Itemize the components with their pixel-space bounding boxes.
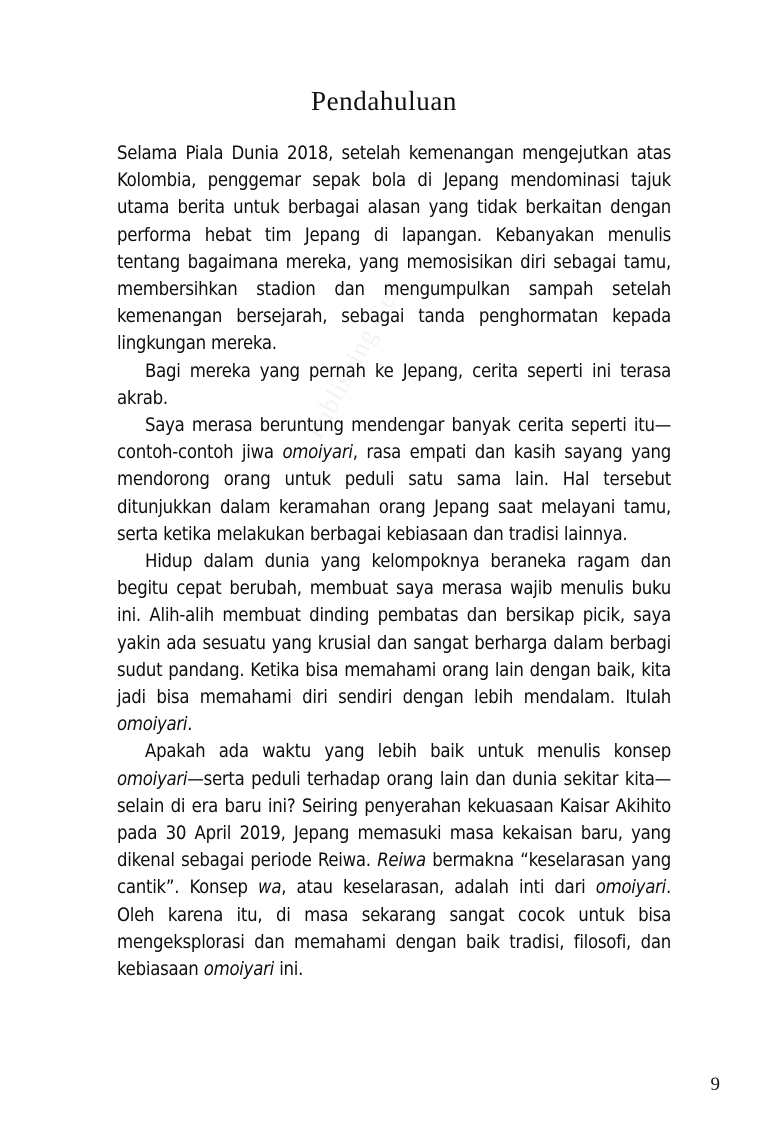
italic-term: omoiyari <box>203 959 274 981</box>
text-run: —serta peduli terhadap orang lain dan dunia sekitar kita—selain di era baru ini? Seiring penyerahan kekuasaan Kaisar Akihito pada 30 April 2019, Jepang memasuki masa kekaisan baru, yang dikenal sebagai periode Reiwa. <box>117 768 671 872</box>
paragraph-p3 <box>117 412 671 548</box>
text-run: bermakna “keselarasan yang cantik”. Konsep <box>117 850 671 899</box>
text-run: Hidup dalam dunia yang kelompoknya beraneka ragam dan begitu cepat berubah, membuat saya merasa wajib menulis buku ini. Alih-alih membuat dinding pembatas dan bersikap picik, saya yakin ada sesuatu yang krusial dan sangat berharga dalam berbagi sudut pandang. Ketika bisa memahami orang lain dengan baik, kita jadi bisa memahami diri sendiri dengan lebih mendalam. Itulah <box>117 551 671 709</box>
italic-term: omoiyari <box>282 442 353 464</box>
italic-term: omoiyari <box>117 768 188 790</box>
paragraph-p2 <box>117 358 671 412</box>
text-run: Selama Piala Dunia 2018, setelah kemenangan mengejutkan atas Kolombia, penggemar sepak bola di Jepang mendominasi tajuk utama berita untuk berbagai alasan yang tidak berkaitan dengan performa hebat tim Jepang di lapangan. Kebanyakan menulis tentang bagaimana mereka, yang memosisikan diri sebagai tamu, membersihkan stadion dan mengumpulkan sampah setelah kemenangan bersejarah, sebagai tanda penghormatan kepada lingkungan mereka. <box>117 143 671 355</box>
paragraph-p4 <box>117 548 671 738</box>
text-run: Apakah ada waktu yang lebih baik untuk menulis konsep <box>145 741 671 763</box>
text-run: . Oleh karena itu, di masa sekarang sangat cocok untuk bisa mengeksplorasi dan memahami dengan baik tradisi, filosofi, dan kebiasaan <box>117 877 671 981</box>
text-run: . <box>187 714 193 736</box>
italic-term: Reiwa <box>377 850 426 872</box>
body-text-column <box>117 140 671 983</box>
paragraph-p1 <box>117 140 671 358</box>
watermark-text: Publishing Gen <box>300 275 408 444</box>
text-run: Saya merasa beruntung mendengar banyak cerita seperti itu—contoh-contoh jiwa <box>117 415 671 464</box>
page-number: 9 <box>710 1074 720 1095</box>
text-run: Bagi mereka yang pernah ke Jepang, cerita seperti ini terasa akrab. <box>117 360 671 409</box>
italic-term: omoiyari <box>595 877 666 899</box>
italic-term: omoiyari <box>117 714 188 736</box>
page-title: Pendahuluan <box>310 86 458 116</box>
text-run: , rasa empati dan kasih sayang yang mendorong orang untuk peduli satu sama lain. Hal tersebut ditunjukkan dalam keramahan orang Jepang saat melayani tamu, serta ketika melakukan berbagai kebiasaan dan tradisi lainnya. <box>117 442 672 545</box>
italic-term: wa <box>258 877 282 899</box>
text-run: , atau keselarasan, adalah inti dari <box>281 877 596 899</box>
paragraph-p5 <box>117 738 671 983</box>
text-run: ini. <box>273 959 304 981</box>
